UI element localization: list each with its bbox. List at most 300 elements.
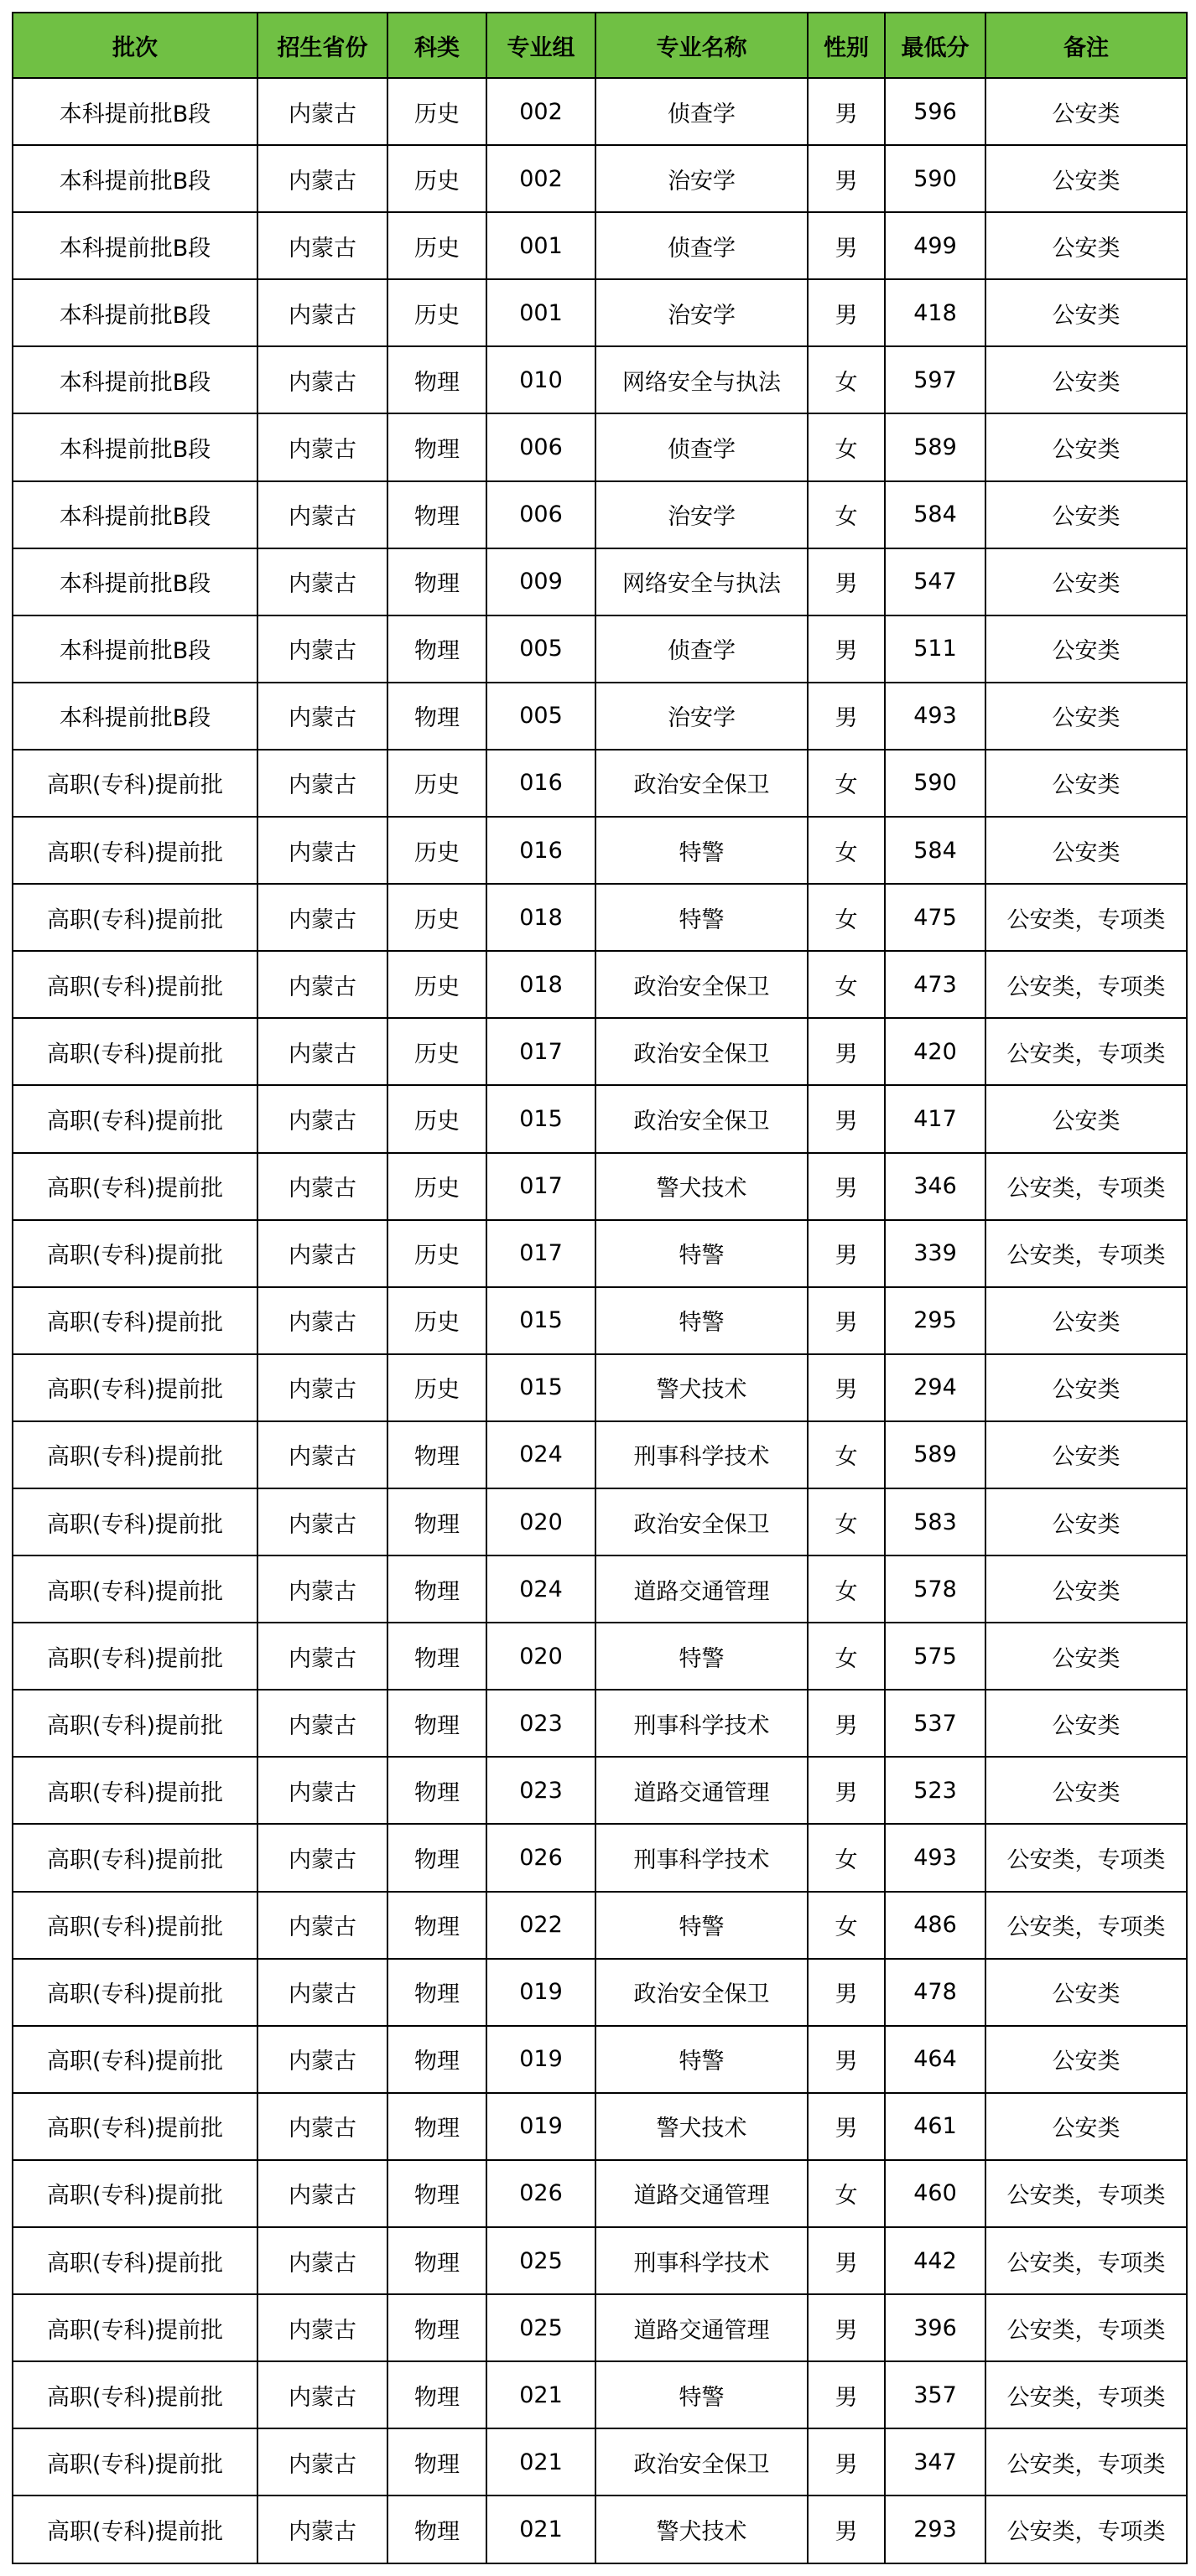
- cell-subject: 历史: [387, 212, 486, 279]
- cell-subject: 物理: [387, 1959, 486, 2026]
- cell-gender: 男: [808, 2026, 885, 2093]
- header-group: 专业组: [486, 13, 595, 78]
- cell-note: 公安类: [985, 279, 1187, 346]
- cell-note: 公安类: [985, 1421, 1187, 1488]
- cell-batch: 高职(专科)提前批: [13, 2093, 257, 2160]
- cell-subject: 物理: [387, 2361, 486, 2428]
- cell-major: 政治安全保卫: [595, 750, 808, 817]
- cell-group: 019: [486, 2026, 595, 2093]
- table-row: [13, 615, 1187, 683]
- table-row: [13, 1354, 1187, 1421]
- cell-subject: 物理: [387, 2496, 486, 2563]
- cell-note: 公安类: [985, 548, 1187, 615]
- cell-note: 公安类，专项类: [985, 2160, 1187, 2227]
- cell-gender: 男: [808, 1287, 885, 1354]
- cell-subject: 历史: [387, 78, 486, 145]
- cell-subject: 物理: [387, 1892, 486, 1959]
- cell-province: 内蒙古: [257, 1892, 387, 1959]
- cell-min-score: 511: [885, 615, 985, 683]
- cell-min-score: 420: [885, 1018, 985, 1085]
- cell-group: 024: [486, 1555, 595, 1623]
- cell-group: 019: [486, 2093, 595, 2160]
- score-table: [12, 12, 1188, 2564]
- cell-gender: 男: [808, 1757, 885, 1824]
- table-row: [13, 481, 1187, 548]
- cell-min-score: 461: [885, 2093, 985, 2160]
- cell-group: 002: [486, 145, 595, 212]
- cell-group: 009: [486, 548, 595, 615]
- cell-major: 特警: [595, 1892, 808, 1959]
- cell-note: 公安类: [985, 1085, 1187, 1152]
- cell-subject: 物理: [387, 1488, 486, 1555]
- cell-note: 公安类: [985, 1555, 1187, 1623]
- cell-group: 016: [486, 817, 595, 884]
- cell-subject: 历史: [387, 1354, 486, 1421]
- cell-batch: 本科提前批B段: [13, 481, 257, 548]
- cell-subject: 历史: [387, 884, 486, 951]
- cell-min-score: 589: [885, 1421, 985, 1488]
- cell-subject: 物理: [387, 481, 486, 548]
- cell-subject: 历史: [387, 1220, 486, 1287]
- cell-subject: 物理: [387, 1690, 486, 1757]
- cell-batch: 本科提前批B段: [13, 212, 257, 279]
- cell-subject: 物理: [387, 2294, 486, 2361]
- cell-batch: 高职(专科)提前批: [13, 750, 257, 817]
- cell-batch: 本科提前批B段: [13, 279, 257, 346]
- cell-gender: 男: [808, 145, 885, 212]
- table-row: [13, 951, 1187, 1018]
- cell-note: 公安类，专项类: [985, 1220, 1187, 1287]
- cell-min-score: 590: [885, 750, 985, 817]
- cell-subject: 历史: [387, 1287, 486, 1354]
- cell-group: 026: [486, 2160, 595, 2227]
- cell-min-score: 583: [885, 1488, 985, 1555]
- table-row: [13, 1153, 1187, 1220]
- cell-batch: 高职(专科)提前批: [13, 1623, 257, 1690]
- cell-subject: 物理: [387, 2160, 486, 2227]
- cell-major: 政治安全保卫: [595, 2428, 808, 2496]
- cell-group: 015: [486, 1085, 595, 1152]
- table-row: [13, 2428, 1187, 2496]
- cell-major: 特警: [595, 2026, 808, 2093]
- cell-subject: 历史: [387, 1018, 486, 1085]
- cell-major: 特警: [595, 884, 808, 951]
- cell-major: 政治安全保卫: [595, 951, 808, 1018]
- cell-min-score: 460: [885, 2160, 985, 2227]
- table-row: [13, 1421, 1187, 1488]
- cell-min-score: 596: [885, 78, 985, 145]
- cell-subject: 历史: [387, 145, 486, 212]
- cell-group: 006: [486, 413, 595, 480]
- cell-gender: 男: [808, 279, 885, 346]
- table-row: [13, 2227, 1187, 2294]
- cell-batch: 本科提前批B段: [13, 413, 257, 480]
- cell-gender: 男: [808, 1220, 885, 1287]
- cell-note: 公安类，专项类: [985, 2294, 1187, 2361]
- cell-batch: 高职(专科)提前批: [13, 2026, 257, 2093]
- cell-province: 内蒙古: [257, 1757, 387, 1824]
- cell-gender: 男: [808, 1959, 885, 2026]
- cell-major: 特警: [595, 1220, 808, 1287]
- table-row: [13, 2093, 1187, 2160]
- cell-batch: 高职(专科)提前批: [13, 2227, 257, 2294]
- table-row: [13, 413, 1187, 480]
- cell-major: 特警: [595, 817, 808, 884]
- cell-note: 公安类: [985, 1959, 1187, 2026]
- cell-gender: 女: [808, 750, 885, 817]
- cell-province: 内蒙古: [257, 2026, 387, 2093]
- cell-province: 内蒙古: [257, 2496, 387, 2563]
- header-major: 专业名称: [595, 13, 808, 78]
- cell-note: 公安类，专项类: [985, 1892, 1187, 1959]
- cell-province: 内蒙古: [257, 481, 387, 548]
- cell-note: 公安类: [985, 1757, 1187, 1824]
- table-row: [13, 1690, 1187, 1757]
- cell-group: 001: [486, 212, 595, 279]
- cell-min-score: 597: [885, 346, 985, 413]
- table-row: [13, 1220, 1187, 1287]
- cell-min-score: 523: [885, 1757, 985, 1824]
- table-row: [13, 1824, 1187, 1891]
- cell-batch: 本科提前批B段: [13, 548, 257, 615]
- cell-batch: 高职(专科)提前批: [13, 1018, 257, 1085]
- cell-note: 公安类: [985, 145, 1187, 212]
- cell-gender: 男: [808, 78, 885, 145]
- cell-subject: 物理: [387, 1623, 486, 1690]
- header-row: [13, 13, 1187, 78]
- cell-group: 010: [486, 346, 595, 413]
- cell-group: 023: [486, 1690, 595, 1757]
- cell-subject: 历史: [387, 750, 486, 817]
- cell-batch: 高职(专科)提前批: [13, 1555, 257, 1623]
- cell-group: 026: [486, 1824, 595, 1891]
- cell-note: 公安类，专项类: [985, 1824, 1187, 1891]
- cell-province: 内蒙古: [257, 1959, 387, 2026]
- cell-subject: 历史: [387, 1153, 486, 1220]
- cell-gender: 女: [808, 1824, 885, 1891]
- cell-min-score: 418: [885, 279, 985, 346]
- cell-batch: 本科提前批B段: [13, 615, 257, 683]
- cell-min-score: 347: [885, 2428, 985, 2496]
- cell-min-score: 478: [885, 1959, 985, 2026]
- cell-major: 特警: [595, 1287, 808, 1354]
- cell-gender: 男: [808, 1085, 885, 1152]
- cell-gender: 男: [808, 1354, 885, 1421]
- cell-subject: 物理: [387, 1421, 486, 1488]
- cell-batch: 高职(专科)提前批: [13, 1959, 257, 2026]
- cell-note: 公安类: [985, 1354, 1187, 1421]
- cell-major: 网络安全与执法: [595, 548, 808, 615]
- table-row: [13, 1488, 1187, 1555]
- header-gender: 性别: [808, 13, 885, 78]
- table-row: [13, 145, 1187, 212]
- cell-gender: 男: [808, 548, 885, 615]
- cell-province: 内蒙古: [257, 884, 387, 951]
- cell-note: 公安类: [985, 413, 1187, 480]
- cell-group: 017: [486, 1220, 595, 1287]
- cell-major: 政治安全保卫: [595, 1959, 808, 2026]
- cell-note: 公安类: [985, 615, 1187, 683]
- cell-province: 内蒙古: [257, 279, 387, 346]
- cell-min-score: 537: [885, 1690, 985, 1757]
- cell-province: 内蒙古: [257, 413, 387, 480]
- cell-province: 内蒙古: [257, 2093, 387, 2160]
- cell-batch: 本科提前批B段: [13, 683, 257, 750]
- cell-batch: 高职(专科)提前批: [13, 1220, 257, 1287]
- cell-province: 内蒙古: [257, 1555, 387, 1623]
- cell-min-score: 499: [885, 212, 985, 279]
- cell-note: 公安类: [985, 212, 1187, 279]
- cell-subject: 物理: [387, 2093, 486, 2160]
- cell-batch: 高职(专科)提前批: [13, 884, 257, 951]
- cell-province: 内蒙古: [257, 1085, 387, 1152]
- cell-note: 公安类: [985, 683, 1187, 750]
- cell-group: 021: [486, 2496, 595, 2563]
- cell-major: 侦查学: [595, 78, 808, 145]
- cell-province: 内蒙古: [257, 1220, 387, 1287]
- cell-subject: 历史: [387, 279, 486, 346]
- header-batch: 批次: [13, 13, 257, 78]
- cell-subject: 物理: [387, 2227, 486, 2294]
- cell-province: 内蒙古: [257, 1018, 387, 1085]
- table-row: [13, 1085, 1187, 1152]
- cell-gender: 女: [808, 884, 885, 951]
- cell-gender: 男: [808, 2428, 885, 2496]
- cell-gender: 男: [808, 1690, 885, 1757]
- cell-min-score: 584: [885, 481, 985, 548]
- cell-major: 网络安全与执法: [595, 346, 808, 413]
- cell-province: 内蒙古: [257, 1488, 387, 1555]
- cell-subject: 历史: [387, 817, 486, 884]
- cell-group: 019: [486, 1959, 595, 2026]
- table-row: [13, 1892, 1187, 1959]
- cell-min-score: 417: [885, 1085, 985, 1152]
- cell-gender: 女: [808, 1555, 885, 1623]
- cell-group: 025: [486, 2227, 595, 2294]
- cell-group: 023: [486, 1757, 595, 1824]
- cell-gender: 女: [808, 2160, 885, 2227]
- cell-gender: 男: [808, 683, 885, 750]
- cell-batch: 高职(专科)提前批: [13, 1488, 257, 1555]
- header-province: 招生省份: [257, 13, 387, 78]
- cell-gender: 女: [808, 1623, 885, 1690]
- cell-major: 特警: [595, 2361, 808, 2428]
- cell-major: 警犬技术: [595, 2093, 808, 2160]
- cell-group: 005: [486, 615, 595, 683]
- cell-gender: 男: [808, 2093, 885, 2160]
- cell-gender: 男: [808, 1153, 885, 1220]
- cell-province: 内蒙古: [257, 1824, 387, 1891]
- cell-batch: 高职(专科)提前批: [13, 1354, 257, 1421]
- cell-province: 内蒙古: [257, 145, 387, 212]
- cell-subject: 物理: [387, 615, 486, 683]
- cell-gender: 女: [808, 346, 885, 413]
- cell-min-score: 442: [885, 2227, 985, 2294]
- cell-major: 警犬技术: [595, 1354, 808, 1421]
- cell-province: 内蒙古: [257, 548, 387, 615]
- cell-subject: 历史: [387, 951, 486, 1018]
- cell-subject: 物理: [387, 683, 486, 750]
- cell-note: 公安类，专项类: [985, 2227, 1187, 2294]
- cell-batch: 高职(专科)提前批: [13, 1690, 257, 1757]
- cell-group: 002: [486, 78, 595, 145]
- cell-batch: 高职(专科)提前批: [13, 2294, 257, 2361]
- cell-subject: 物理: [387, 548, 486, 615]
- cell-province: 内蒙古: [257, 683, 387, 750]
- cell-min-score: 493: [885, 1824, 985, 1891]
- table-row: [13, 817, 1187, 884]
- cell-group: 020: [486, 1623, 595, 1690]
- cell-gender: 男: [808, 2496, 885, 2563]
- cell-gender: 男: [808, 2294, 885, 2361]
- table-row: [13, 2294, 1187, 2361]
- cell-note: 公安类: [985, 1488, 1187, 1555]
- cell-batch: 本科提前批B段: [13, 145, 257, 212]
- cell-min-score: 547: [885, 548, 985, 615]
- cell-note: 公安类: [985, 817, 1187, 884]
- cell-batch: 高职(专科)提前批: [13, 2160, 257, 2227]
- cell-gender: 男: [808, 615, 885, 683]
- header-note: 备注: [985, 13, 1187, 78]
- cell-subject: 物理: [387, 2428, 486, 2496]
- cell-note: 公安类: [985, 1623, 1187, 1690]
- cell-major: 警犬技术: [595, 1153, 808, 1220]
- cell-major: 侦查学: [595, 212, 808, 279]
- table-row: [13, 884, 1187, 951]
- cell-group: 025: [486, 2294, 595, 2361]
- cell-group: 021: [486, 2361, 595, 2428]
- table-body: [13, 78, 1187, 2563]
- cell-batch: 本科提前批B段: [13, 346, 257, 413]
- cell-min-score: 295: [885, 1287, 985, 1354]
- header-subject: 科类: [387, 13, 486, 78]
- table-row: [13, 750, 1187, 817]
- cell-batch: 本科提前批B段: [13, 78, 257, 145]
- cell-min-score: 464: [885, 2026, 985, 2093]
- cell-batch: 高职(专科)提前批: [13, 1421, 257, 1488]
- cell-major: 刑事科学技术: [595, 2227, 808, 2294]
- cell-min-score: 575: [885, 1623, 985, 1690]
- cell-province: 内蒙古: [257, 2361, 387, 2428]
- cell-group: 022: [486, 1892, 595, 1959]
- cell-gender: 女: [808, 1488, 885, 1555]
- cell-gender: 女: [808, 413, 885, 480]
- cell-province: 内蒙古: [257, 951, 387, 1018]
- table-row: [13, 346, 1187, 413]
- cell-province: 内蒙古: [257, 2160, 387, 2227]
- cell-group: 018: [486, 884, 595, 951]
- cell-min-score: 346: [885, 1153, 985, 1220]
- cell-min-score: 294: [885, 1354, 985, 1421]
- cell-major: 侦查学: [595, 615, 808, 683]
- table-row: [13, 212, 1187, 279]
- cell-note: 公安类，专项类: [985, 2428, 1187, 2496]
- cell-group: 024: [486, 1421, 595, 1488]
- cell-min-score: 486: [885, 1892, 985, 1959]
- cell-note: 公安类，专项类: [985, 951, 1187, 1018]
- cell-gender: 男: [808, 212, 885, 279]
- cell-note: 公安类: [985, 1287, 1187, 1354]
- cell-batch: 高职(专科)提前批: [13, 951, 257, 1018]
- cell-min-score: 590: [885, 145, 985, 212]
- cell-province: 内蒙古: [257, 750, 387, 817]
- cell-note: 公安类，专项类: [985, 2496, 1187, 2563]
- cell-group: 015: [486, 1354, 595, 1421]
- cell-batch: 高职(专科)提前批: [13, 2428, 257, 2496]
- cell-province: 内蒙古: [257, 2428, 387, 2496]
- table-row: [13, 1757, 1187, 1824]
- cell-gender: 男: [808, 2227, 885, 2294]
- cell-major: 政治安全保卫: [595, 1488, 808, 1555]
- cell-gender: 女: [808, 1421, 885, 1488]
- cell-note: 公安类: [985, 1690, 1187, 1757]
- table-row: [13, 1623, 1187, 1690]
- cell-province: 内蒙古: [257, 615, 387, 683]
- cell-min-score: 475: [885, 884, 985, 951]
- cell-major: 道路交通管理: [595, 1757, 808, 1824]
- cell-province: 内蒙古: [257, 2227, 387, 2294]
- cell-subject: 物理: [387, 1555, 486, 1623]
- cell-subject: 物理: [387, 2026, 486, 2093]
- cell-gender: 女: [808, 1892, 885, 1959]
- cell-min-score: 339: [885, 1220, 985, 1287]
- cell-province: 内蒙古: [257, 212, 387, 279]
- cell-group: 015: [486, 1287, 595, 1354]
- table-row: [13, 1018, 1187, 1085]
- cell-min-score: 589: [885, 413, 985, 480]
- cell-note: 公安类: [985, 346, 1187, 413]
- cell-province: 内蒙古: [257, 1623, 387, 1690]
- cell-major: 警犬技术: [595, 2496, 808, 2563]
- cell-province: 内蒙古: [257, 1354, 387, 1421]
- cell-province: 内蒙古: [257, 1421, 387, 1488]
- table-row: [13, 683, 1187, 750]
- cell-batch: 高职(专科)提前批: [13, 1892, 257, 1959]
- cell-note: 公安类，专项类: [985, 884, 1187, 951]
- cell-note: 公安类: [985, 2093, 1187, 2160]
- table-row: [13, 78, 1187, 145]
- cell-note: 公安类: [985, 2026, 1187, 2093]
- header-min-score: 最低分: [885, 13, 985, 78]
- cell-major: 政治安全保卫: [595, 1018, 808, 1085]
- cell-group: 006: [486, 481, 595, 548]
- cell-group: 001: [486, 279, 595, 346]
- cell-group: 017: [486, 1018, 595, 1085]
- cell-min-score: 396: [885, 2294, 985, 2361]
- cell-major: 治安学: [595, 683, 808, 750]
- cell-note: 公安类: [985, 481, 1187, 548]
- table-row: [13, 2361, 1187, 2428]
- cell-province: 内蒙古: [257, 1287, 387, 1354]
- cell-batch: 高职(专科)提前批: [13, 1824, 257, 1891]
- cell-major: 刑事科学技术: [595, 1421, 808, 1488]
- cell-subject: 物理: [387, 346, 486, 413]
- cell-batch: 高职(专科)提前批: [13, 2496, 257, 2563]
- cell-min-score: 473: [885, 951, 985, 1018]
- cell-major: 政治安全保卫: [595, 1085, 808, 1152]
- cell-major: 道路交通管理: [595, 2294, 808, 2361]
- cell-subject: 历史: [387, 1085, 486, 1152]
- cell-gender: 男: [808, 1018, 885, 1085]
- table-row: [13, 279, 1187, 346]
- cell-province: 内蒙古: [257, 1690, 387, 1757]
- cell-min-score: 578: [885, 1555, 985, 1623]
- cell-province: 内蒙古: [257, 346, 387, 413]
- cell-gender: 女: [808, 817, 885, 884]
- cell-min-score: 357: [885, 2361, 985, 2428]
- cell-batch: 高职(专科)提前批: [13, 1153, 257, 1220]
- cell-batch: 高职(专科)提前批: [13, 1085, 257, 1152]
